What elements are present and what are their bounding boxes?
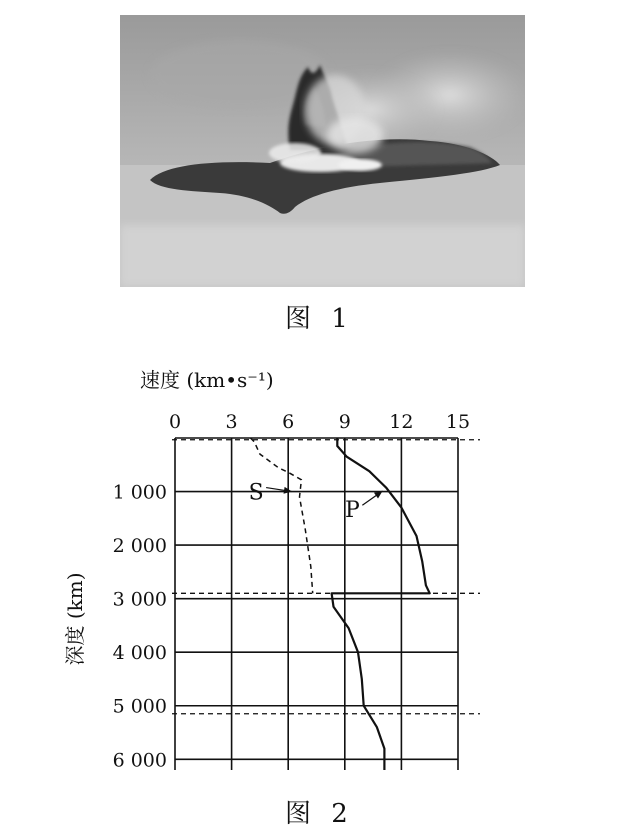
volcano-photo-drawing: [120, 15, 525, 287]
series-P-line: [332, 438, 430, 770]
y-tick-label: 2 000: [112, 535, 167, 558]
y-tick-label: 4 000: [112, 642, 167, 665]
y-tick-label: 6 000: [112, 749, 167, 772]
chart-grid: [175, 438, 458, 770]
y-axis-title: 深度 (km): [63, 572, 87, 666]
x-tick-label: 15: [445, 411, 471, 433]
velocity-depth-chart: [0, 350, 630, 790]
x-tick-label: 12: [389, 411, 414, 433]
series-label-P: P: [344, 498, 360, 524]
series-label-S: S: [248, 480, 264, 506]
y-tick-label: 3 000: [112, 588, 167, 611]
y-tick-label: 1 000: [112, 481, 167, 504]
x-tick-label: 0: [168, 411, 182, 433]
x-axis-title: 速度 (km•s⁻¹): [140, 368, 274, 392]
series-S-line: [248, 438, 313, 593]
x-tick-label: 9: [338, 411, 351, 433]
x-tick-labels: [169, 411, 470, 433]
figure-1-caption: 图 1: [285, 304, 354, 334]
series-lines: [248, 438, 430, 770]
x-tick-label: 3: [225, 411, 238, 433]
y-tick-label: 5 000: [112, 695, 167, 718]
annotations: [249, 481, 383, 524]
y-tick-labels: [113, 482, 167, 772]
volcano-photo: [120, 15, 525, 287]
figure-2-caption: 图 2: [285, 799, 354, 829]
x-tick-label: 6: [282, 411, 295, 433]
boundary-lines: [172, 440, 480, 714]
